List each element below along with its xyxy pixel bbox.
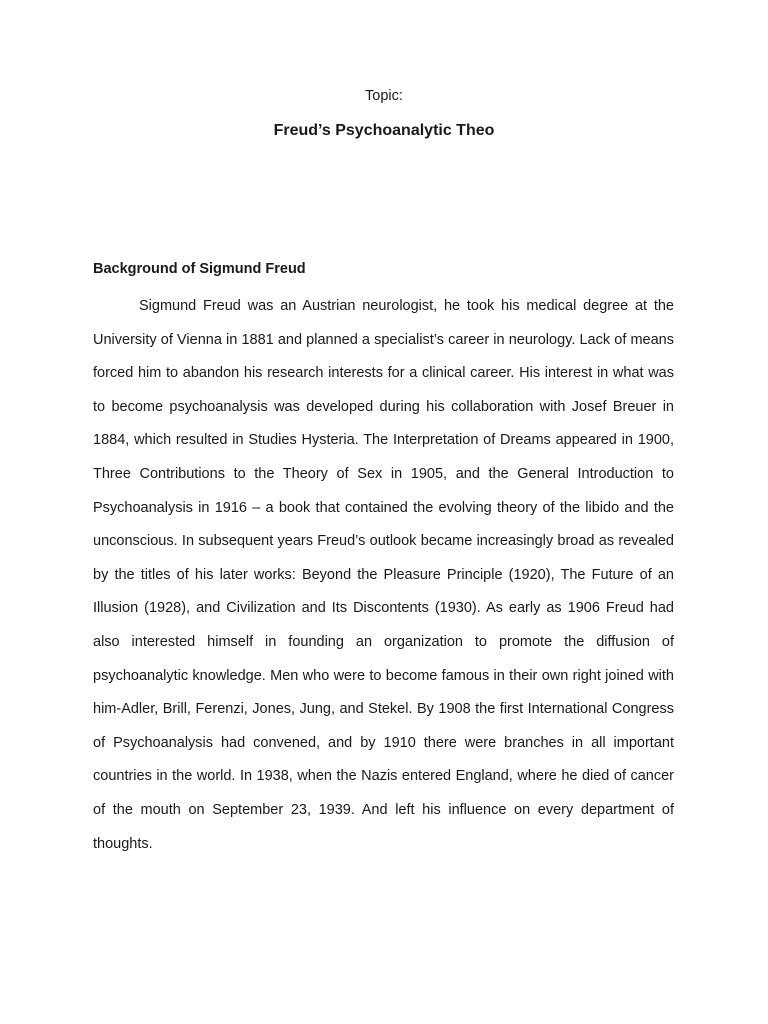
document-title: Freud’s Psychoanalytic Theo: [273, 122, 495, 139]
topic-label: Topic:: [365, 88, 403, 104]
body-paragraph: Sigmund Freud was an Austrian neurologist, he took his medical degree at the University of Vienna in 1881 and planned a specialist’s career in neurology. Lack of means forced him to abandon his research interests for a clinical career. His interest in what was to become psychoanalysis was developed during his collaboration with Josef Breuer in 1884, which resulted in Studies Hysteria. The Interpretation of Dreams appeared in 1900, Three Contributions to the Theory of Sex in 1905, and the General Introduction to Psychoanalysis in 1916 – a book that contained the evolving theory of the libido and the unconscious. In subsequent years Freud’s outlook became increasingly broad as revealed by the titles of his later works: Beyond the Pleasure Principle (1920), The Future of an Illusion (1928), and Civilization and Its Discontents (1930). As early as 1906 Freud had also interested himself in founding an organization to promote the diffusion of psychoanalytic knowledge. Men who were to become famous in their own right joined with him-Adler, Brill, Ferenzi, Jones, Jung, and Stekel. By 1908 the first International Congress of Psychoanalysis had convened, and by 1910 there were branches in all important countries in the world. In 1938, when the Nazis entered England, where he died of cancer of the mouth on September 23, 1939. And left his influence on every department of thoughts.: [93, 298, 674, 852]
section-heading: Background of Sigmund Freud: [93, 261, 306, 277]
